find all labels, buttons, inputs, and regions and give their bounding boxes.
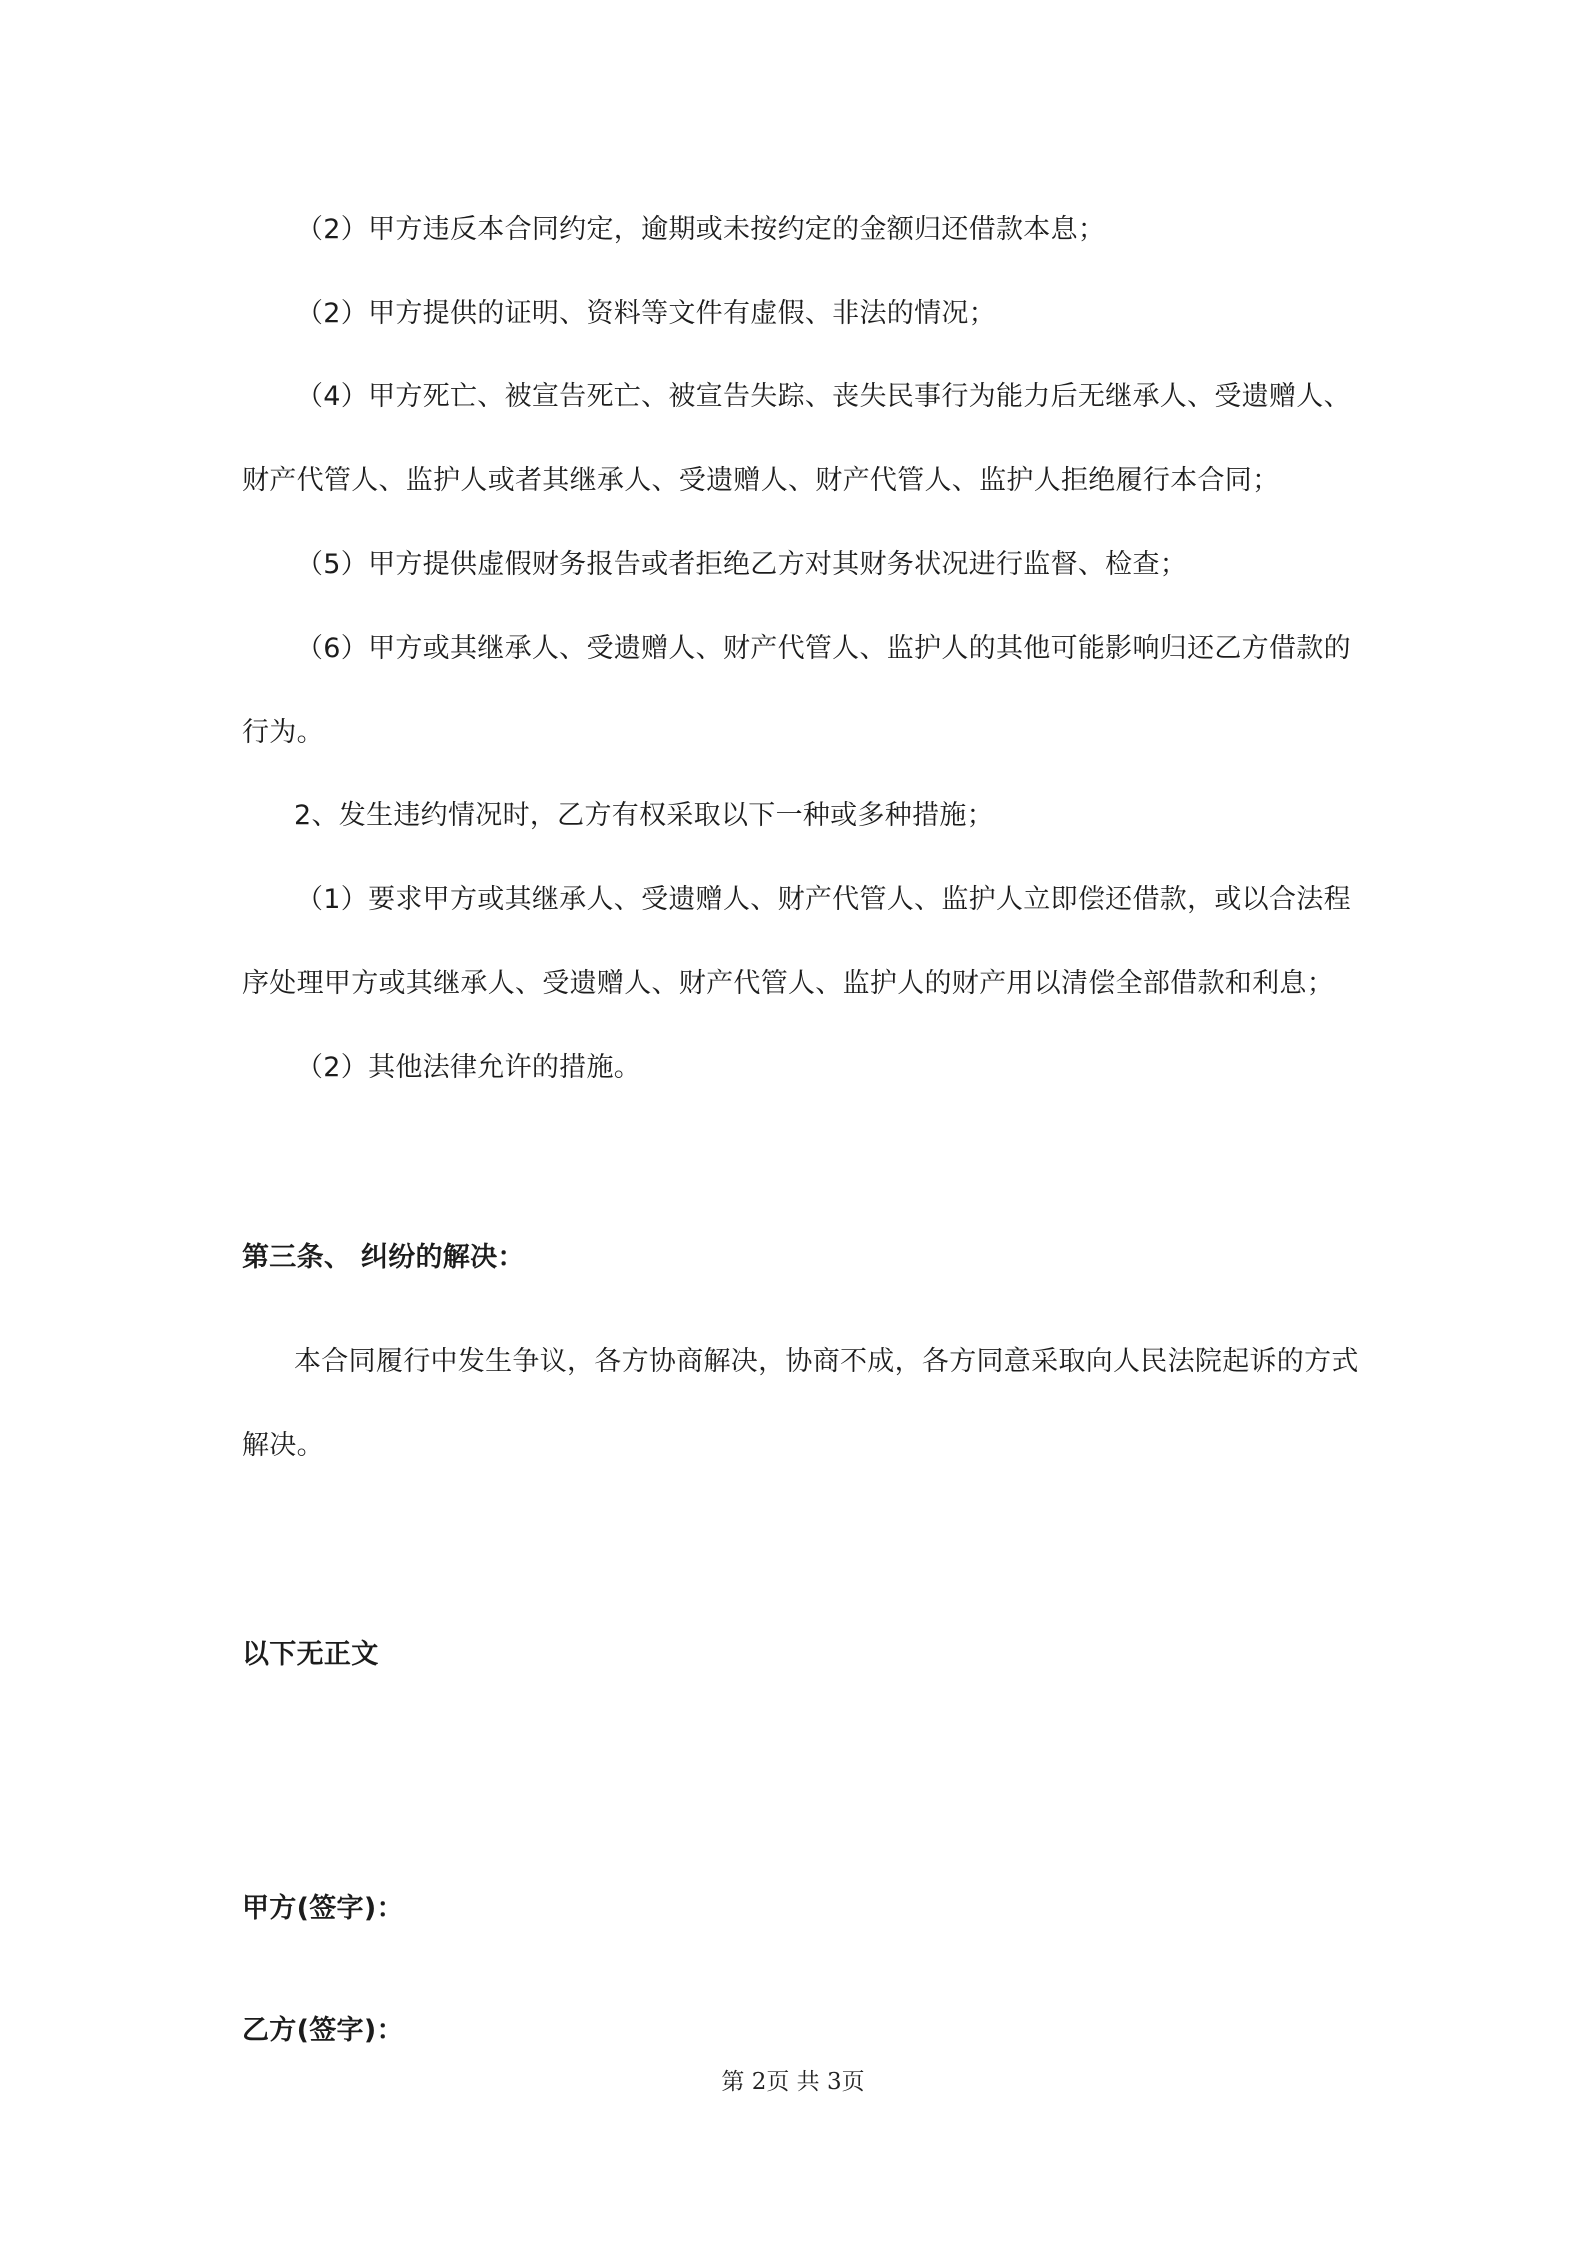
article-heading: 第三条、 纠纷的解决： bbox=[242, 1242, 525, 1273]
clause-paragraph-continuation: 财产代管人、监护人或者其继承人、受遗赠人、财产代管人、监护人拒绝履行本合同； bbox=[242, 465, 1280, 496]
measure-paragraph-continuation: 序处理甲方或其继承人、受遗赠人、财产代管人、监护人的财产用以清偿全部借款和利息； bbox=[242, 968, 1334, 999]
numbered-item: 2、发生违约情况时，乙方有权采取以下一种或多种措施； bbox=[294, 800, 994, 831]
clause-paragraph: （2）甲方违反本合同约定，逾期或未按约定的金额归还借款本息； bbox=[296, 214, 1106, 245]
clause-paragraph-continuation: 行为。 bbox=[242, 717, 324, 748]
page-footer: 第 2页 共 3页 bbox=[721, 2069, 865, 2095]
clause-paragraph: （5）甲方提供虚假财务报告或者拒绝乙方对其财务状况进行监督、检查； bbox=[296, 549, 1188, 580]
article-paragraph: 本合同履行中发生争议，各方协商解决，协商不成，各方同意采取向人民法院起诉的方式 bbox=[294, 1346, 1359, 1377]
article-paragraph-continuation: 解决。 bbox=[242, 1430, 324, 1461]
measure-paragraph: （1）要求甲方或其继承人、受遗赠人、财产代管人、监护人立即偿还借款，或以合法程 bbox=[296, 884, 1351, 915]
clause-paragraph: （4）甲方死亡、被宣告死亡、被宣告失踪、丧失民事行为能力后无继承人、受遗赠人、 bbox=[296, 381, 1351, 412]
signature-party-b: 乙方(签字)： bbox=[242, 2015, 404, 2046]
end-note: 以下无正文 bbox=[242, 1639, 379, 1670]
signature-party-a: 甲方(签字)： bbox=[242, 1893, 404, 1924]
clause-paragraph: （6）甲方或其继承人、受遗赠人、财产代管人、监护人的其他可能影响归还乙方借款的 bbox=[296, 633, 1351, 664]
measure-paragraph: （2）其他法律允许的措施。 bbox=[296, 1052, 642, 1083]
clause-paragraph: （2）甲方提供的证明、资料等文件有虚假、非法的情况； bbox=[296, 298, 996, 329]
